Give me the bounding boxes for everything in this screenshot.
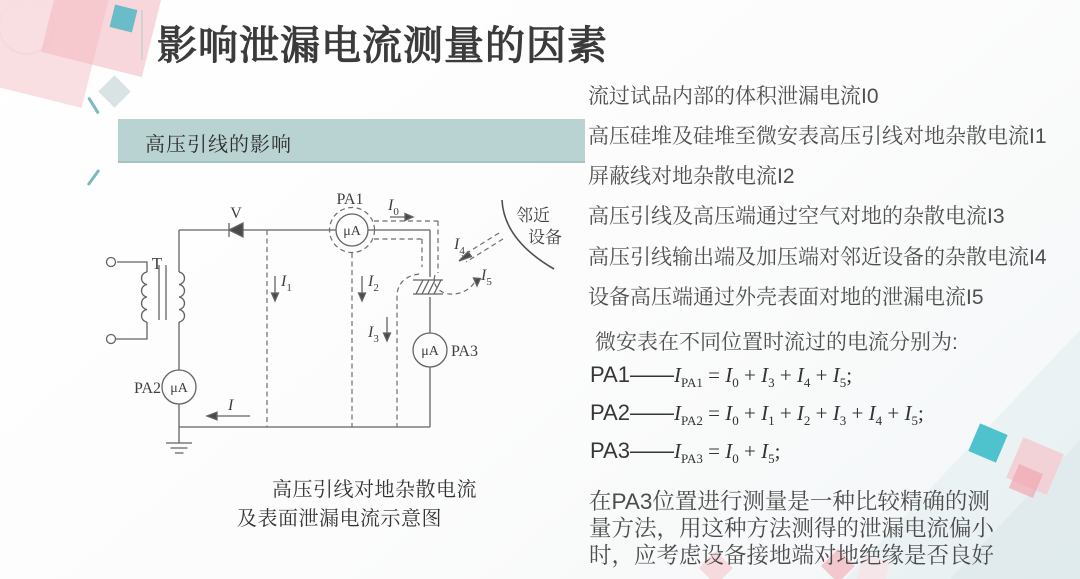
diode-label: V bbox=[230, 205, 242, 222]
pa1-ua: μA bbox=[343, 224, 361, 239]
diode-triangle bbox=[229, 223, 243, 237]
circuit-diagram bbox=[90, 180, 580, 480]
note-i5: 设备高压端通过外壳表面对地的泄漏电流I5 bbox=[588, 286, 984, 309]
pa3-ua: μA bbox=[421, 344, 439, 359]
formula-pa1: $PA1——I_{PA1} = I_0 + I_3 + I_4 + I_5$; bbox=[590, 362, 853, 391]
ground-symbol bbox=[166, 427, 192, 453]
conclusion-line1: 在PA3位置进行测量是一种比较精确的测 bbox=[589, 489, 990, 514]
neighbor-label-line2: 设备 bbox=[528, 228, 562, 247]
arrow-i3 bbox=[384, 333, 391, 341]
arrow-i5 bbox=[474, 278, 481, 286]
note-i2: 屏蔽线对地杂散电流I2 bbox=[588, 165, 795, 188]
pa1-label: PA1 bbox=[336, 191, 364, 208]
formula-pa3: $PA3——I_{PA3} = I_0 + I_5$; bbox=[590, 438, 781, 467]
test-object-hatch bbox=[416, 280, 441, 294]
stray-path-i3 bbox=[397, 274, 419, 427]
arrow-i-main bbox=[207, 412, 217, 420]
title-accent-line bbox=[141, 10, 143, 60]
circuit-dashed-paths bbox=[267, 208, 503, 428]
arrow-i1 bbox=[272, 293, 279, 301]
note-i0: 流过试品内部的体积泄漏电流I0 bbox=[588, 85, 879, 108]
current-i1-label: $I_1$ bbox=[281, 273, 292, 294]
note-i4: 高压引线输出端及加压端对邻近设备的杂散电流I4 bbox=[588, 246, 1047, 269]
diagram-caption-line1: 高压引线对地杂散电流 bbox=[272, 479, 477, 501]
terminal-bottom bbox=[107, 335, 116, 344]
transformer-core bbox=[159, 265, 166, 320]
neighbor-label-line1: 邻近 bbox=[516, 206, 550, 225]
transformer-primary-coil bbox=[141, 272, 147, 322]
current-i3-label: $I_3$ bbox=[368, 324, 379, 345]
subtitle-label: 高压引线的影响 bbox=[145, 134, 292, 156]
note-i3: 高压引线及高压端通过空气对地的杂散电流I3 bbox=[588, 205, 1005, 228]
formula-pa2: $PA2——I_{PA2} = I_0 + I_1 + I_2 + I_3 + I_4 + I_5$; bbox=[590, 400, 924, 429]
surface-loop-i5 bbox=[434, 275, 476, 294]
current-i2-label: $I_2$ bbox=[368, 273, 379, 294]
meters-intro: 微安表在不同位置时流过的电流分别为: bbox=[595, 331, 958, 354]
circuit-solid-wires bbox=[107, 214, 481, 454]
arrow-i2 bbox=[359, 293, 366, 301]
shield-tube bbox=[374, 221, 438, 273]
arrow-i0 bbox=[405, 214, 413, 221]
current-i5-label: $I_5$ bbox=[481, 267, 492, 288]
transformer-secondary-coil bbox=[179, 272, 185, 322]
transformer-label: T bbox=[151, 254, 163, 273]
current-i0-label: $I_0$ bbox=[388, 197, 399, 218]
conclusion-line3: 时，应考虑设备接地端对地绝缘是否良好 bbox=[589, 543, 995, 568]
pa2-ua: μA bbox=[170, 381, 188, 396]
page-title: 影响泄漏电流测量的因素 bbox=[157, 24, 608, 68]
conclusion-line2: 量方法，用这种方法测得的泄漏电流偏小 bbox=[589, 516, 995, 541]
terminal-top bbox=[107, 258, 116, 267]
pa3-label: PA3 bbox=[451, 343, 478, 360]
note-i1: 高压硅堆及硅堆至微安表高压引线对地杂散电流I1 bbox=[588, 125, 1047, 148]
diagram-caption-line2: 及表面泄漏电流示意图 bbox=[237, 508, 442, 530]
pa2-label: PA2 bbox=[134, 380, 161, 397]
current-i-label: I bbox=[228, 397, 234, 414]
current-i4-label: $I_4$ bbox=[454, 236, 465, 257]
